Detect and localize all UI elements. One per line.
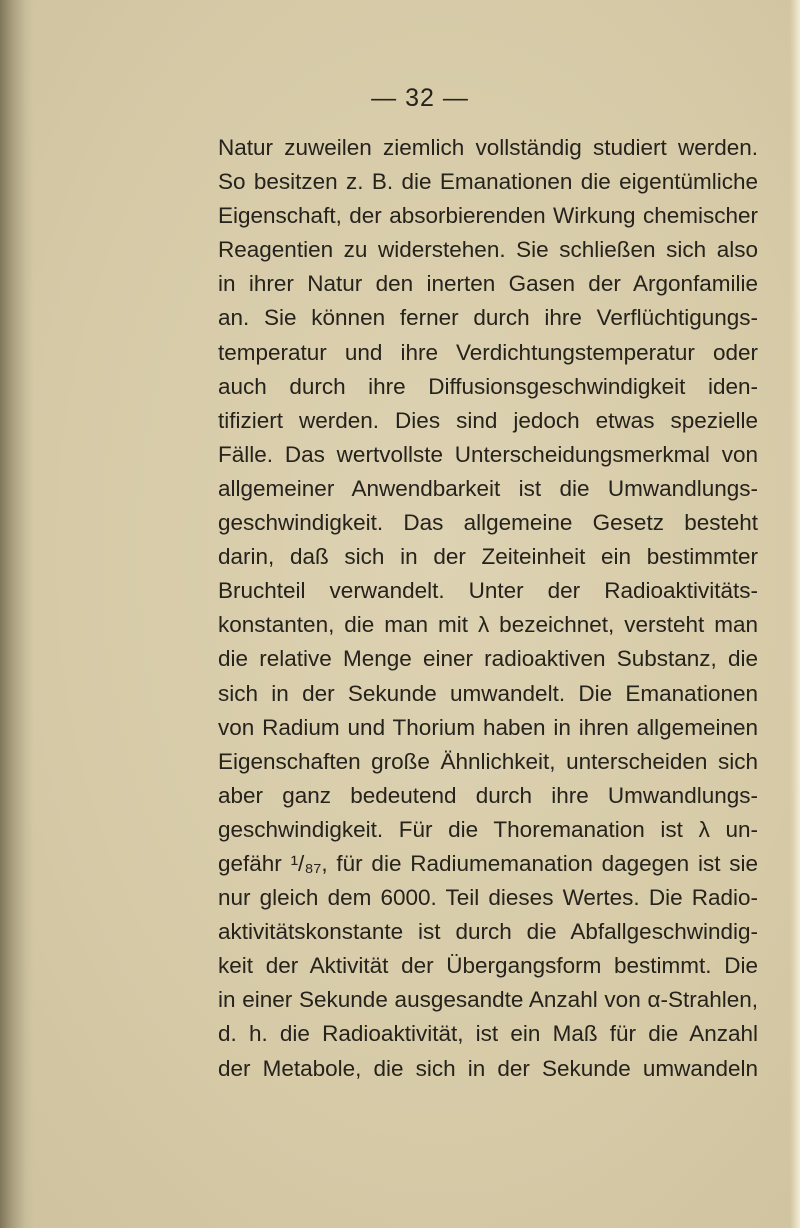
page-edge [790,0,800,1228]
text-line: geschwindigkeit. Das allgemeine Gesetz besteht [218,510,758,536]
text-line: So besitzen z. B. die Emanationen die eigentümliche [218,169,758,195]
text-line: aber ganz bedeutend durch ihre Umwandlungs- [218,782,758,808]
text-line: auch durch ihre Diffusionsgeschwindigkeit iden- [218,373,758,399]
text-line: Bruchteil verwandelt. Unter der Radioaktivitäts- [218,578,758,604]
text-line: an. Sie können ferner durch ihre Verflüchtigungs- [218,305,758,331]
text-line: nur gleich dem 6000. Teil dieses Wertes. Die Radio- [218,885,758,911]
text-line: von Radium und Thorium haben in ihren allgemeinen [218,714,758,740]
text-line: tifiziert werden. Dies sind jedoch etwas spezielle [218,407,758,433]
text-line: Eigenschaften große Ähnlichkeit, unterscheiden sich [218,748,758,774]
page-number: — 32 — [371,84,469,112]
body-text [218,131,758,1086]
text-line: sich in der Sekunde umwandelt. Die Emanationen [218,680,758,706]
text-line: Natur zuweilen ziemlich vollständig studiert werden. [218,135,758,160]
text-line: gefähr ¹/₈₇, für die Radiumemanation dagegen ist sie [218,850,758,876]
text-line: temperatur und ihre Verdichtungstemperatur oder [218,339,758,365]
text-line: keit der Aktivität der Übergangsform bestimmt. Die [218,953,758,979]
text-line: Fälle. Das wertvollste Unterscheidungsmerkmal von [218,441,758,467]
text-line: konstanten, die man mit λ bezeichnet, versteht man [218,612,758,638]
text-line: in einer Sekunde ausgesandte Anzahl von α-Strahlen, [218,987,758,1013]
binding-gutter [0,0,34,1228]
text-line: allgemeiner Anwendbarkeit ist die Umwandlungs- [218,475,758,501]
text-line: d. h. die Radioaktivität, ist ein Maß für die Anzahl [218,1021,758,1047]
text-line: die relative Menge einer radioaktiven Substanz, die [218,646,758,672]
text-line: darin, daß sich in der Zeiteinheit ein bestimmter [218,544,758,570]
text-line: in ihrer Natur den inerten Gasen der Argonfamilie [218,271,758,297]
text-line: Eigenschaft, der absorbierenden Wirkung chemischer [218,203,758,229]
text-line: geschwindigkeit. Für die Thoremanation ist λ un- [218,816,758,842]
text-line: Reagentien zu widerstehen. Sie schließen sich also [218,237,758,263]
text-line: der Metabole, die sich in der Sekunde umwandeln [218,1055,758,1081]
text-line: aktivitätskonstante ist durch die Abfallgeschwindig- [218,919,758,945]
